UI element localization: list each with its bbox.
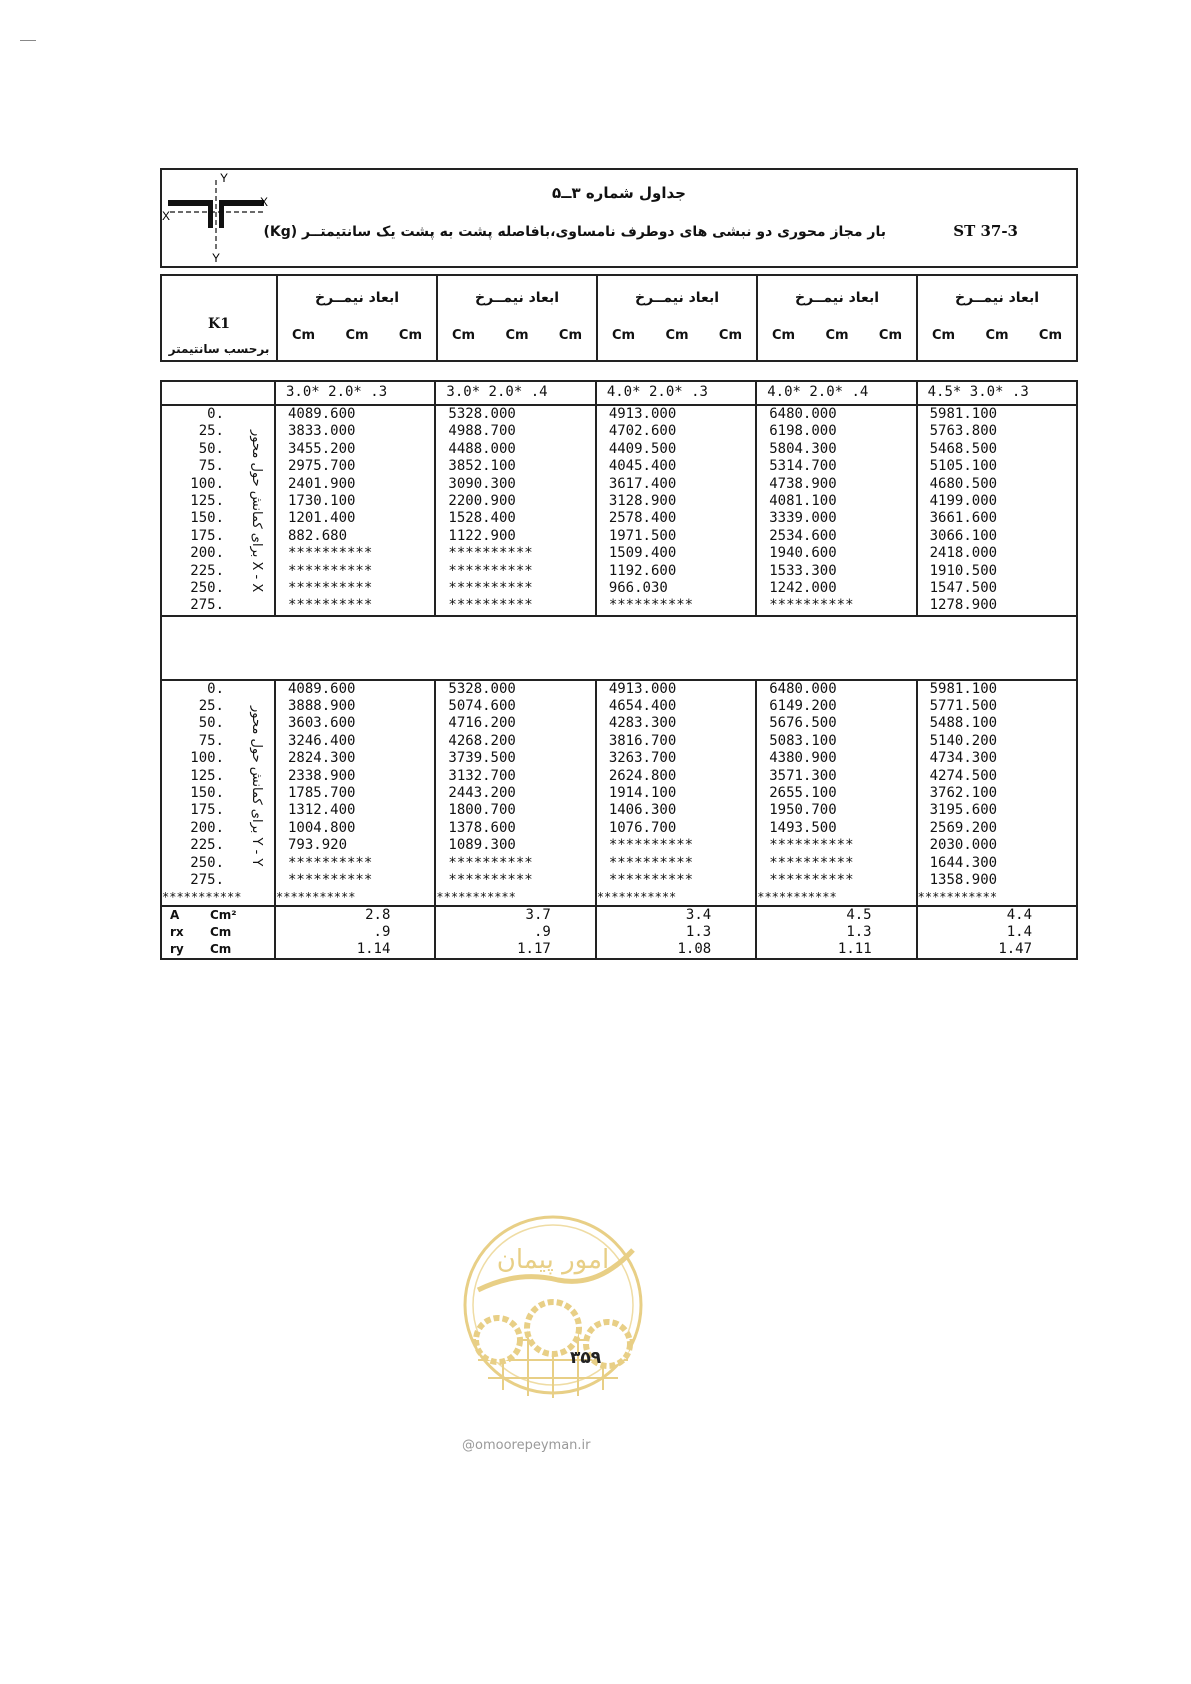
- unit-label: Cm: [452, 328, 476, 343]
- load-cell: 6480.000: [757, 406, 917, 423]
- property-value: 1.17: [436, 941, 596, 958]
- load-cell: 3833.000: [276, 423, 436, 440]
- load-cell: 1278.900: [929, 597, 998, 614]
- load-cell: 3066.100: [929, 527, 998, 544]
- x-axis-label: برای کمانش حول محور X - X: [249, 429, 264, 593]
- table-row: [162, 785, 1076, 802]
- load-cell: 1192.600: [597, 563, 757, 580]
- load-cell: 4738.900: [757, 476, 917, 493]
- load-cell: 4702.600: [597, 423, 757, 440]
- table-row: [162, 855, 1076, 872]
- table-row: [162, 681, 1076, 698]
- load-cell: 1493.500: [757, 820, 917, 837]
- load-cell: 3816.700: [597, 733, 757, 750]
- unit-label: Cm: [878, 328, 902, 343]
- load-cell: 4654.400: [597, 698, 757, 715]
- property-value: 4.5: [757, 907, 917, 924]
- length-cell: 275.: [190, 597, 224, 614]
- property-value: 1.3: [597, 924, 757, 941]
- dimension-title: ابعاد نیمــرخ: [315, 290, 399, 306]
- load-cell: 1785.700: [276, 785, 436, 802]
- load-cell: 5083.100: [757, 733, 917, 750]
- property-row: [162, 924, 1076, 941]
- unit-label: Cm: [505, 328, 529, 343]
- load-cell: **********: [597, 872, 757, 889]
- length-cell: 250.: [190, 854, 224, 871]
- length-cell: 175.: [190, 527, 224, 544]
- load-cell: 793.920: [276, 837, 436, 854]
- load-cell: 1914.100: [597, 785, 757, 802]
- table-row: [162, 580, 1076, 597]
- load-cell: 1730.100: [276, 493, 436, 510]
- property-value: 4.4: [1006, 907, 1033, 924]
- load-cell: **********: [436, 563, 596, 580]
- load-cell: 2578.400: [597, 510, 757, 527]
- load-cell: 3571.300: [757, 768, 917, 785]
- dimension-header-cell: [278, 276, 438, 360]
- load-cell: 1122.900: [436, 528, 596, 545]
- table-row: [162, 441, 1076, 458]
- load-cell: 5981.100: [929, 406, 998, 422]
- load-cell: **********: [276, 580, 436, 597]
- length-cell: 50.: [198, 715, 224, 732]
- load-cell: 5468.500: [929, 440, 998, 457]
- load-cell: 2655.100: [757, 785, 917, 802]
- load-cell: 6480.000: [757, 681, 917, 698]
- y-axis-label: برای کمانش حول محور Y - Y: [249, 705, 264, 866]
- property-value: 1.3: [757, 924, 917, 941]
- property-unit: Cm: [210, 925, 232, 940]
- properties-block: [162, 907, 1076, 958]
- steel-grade: ST 37-3: [953, 222, 1018, 240]
- load-cell: **********: [436, 597, 596, 614]
- dimension-cell: 4.0* 2.0* .4: [757, 382, 917, 404]
- load-cell: 2401.900: [276, 476, 436, 493]
- unit-label: Cm: [825, 328, 849, 343]
- load-cell: 2624.800: [597, 768, 757, 785]
- section-gap: [162, 615, 1076, 681]
- dimension-header-cell: [438, 276, 598, 360]
- load-cell: 1533.300: [757, 563, 917, 580]
- load-cell: **********: [597, 597, 757, 614]
- dimension-header-cell: [918, 276, 1076, 360]
- load-cell: 1406.300: [597, 802, 757, 819]
- load-cell: 3603.600: [276, 715, 436, 732]
- length-cell: 25.: [198, 423, 224, 440]
- length-cell: 75.: [198, 458, 224, 475]
- length-cell: 100.: [190, 475, 224, 492]
- load-cell: **********: [276, 855, 436, 872]
- load-cell: 3661.600: [929, 510, 998, 527]
- load-cell: **********: [757, 597, 917, 614]
- load-cell: 4081.100: [757, 493, 917, 510]
- property-unit: Cm: [210, 942, 232, 957]
- table-row: [162, 733, 1076, 750]
- k1-unit: برحسب سانتیمتر: [168, 342, 270, 356]
- unit-label: Cm: [772, 328, 796, 343]
- load-cell: 4488.000: [436, 441, 596, 458]
- load-cell: 1644.300: [929, 854, 998, 871]
- length-cell: 50.: [198, 440, 224, 457]
- property-value: 1.08: [597, 941, 757, 958]
- length-cell: 175.: [190, 802, 224, 819]
- length-cell: 25.: [198, 698, 224, 715]
- load-cell: 5314.700: [757, 458, 917, 475]
- load-cell: 6149.200: [757, 698, 917, 715]
- load-cell: 2824.300: [276, 750, 436, 767]
- load-cell: 5981.100: [929, 680, 998, 697]
- dimension-cell: 4.5* 3.0* .3: [927, 384, 1029, 400]
- load-cell: 1201.400: [276, 510, 436, 527]
- corner-mark: [20, 40, 36, 41]
- property-row: [162, 941, 1076, 958]
- load-cell: 1004.800: [276, 820, 436, 837]
- length-cell: 200.: [190, 819, 224, 836]
- load-cell: **********: [276, 563, 436, 580]
- load-cell: 4716.200: [436, 715, 596, 732]
- table-row: [162, 545, 1076, 562]
- load-cell: 3455.200: [276, 441, 436, 458]
- dimension-title: ابعاد نیمــرخ: [795, 290, 879, 306]
- load-cell: 5771.500: [929, 698, 998, 715]
- load-cell: 1971.500: [597, 528, 757, 545]
- property-value: 1.11: [757, 941, 917, 958]
- load-cell: **********: [276, 597, 436, 614]
- load-cell: 1910.500: [929, 562, 998, 579]
- table-description: بار مجاز محوری دو نبشی های دوطرف نامساوی،بافاصله پشت به پشت یک سانتیمتــر (Kg): [263, 224, 886, 240]
- load-cell: 4734.300: [929, 750, 998, 767]
- load-table: [160, 380, 1078, 960]
- length-cell: 125.: [190, 492, 224, 509]
- load-cell: 5676.500: [757, 715, 917, 732]
- property-value: 1.14: [276, 941, 436, 958]
- load-cell: 1547.500: [929, 579, 998, 596]
- unit-label: Cm: [558, 328, 582, 343]
- unit-label: Cm: [718, 328, 742, 343]
- table-row: [162, 597, 1076, 614]
- dimension-cell: 3.0* 2.0* .4: [436, 382, 596, 404]
- table-row: [162, 423, 1076, 440]
- load-cell: 5328.000: [436, 406, 596, 423]
- table-header-box: [160, 168, 1078, 268]
- load-cell: 1940.600: [757, 545, 917, 562]
- dimension-row: [162, 382, 1076, 406]
- k1-label: K1: [208, 316, 230, 332]
- length-cell: 0.: [207, 406, 224, 422]
- load-cell: 2338.900: [276, 768, 436, 785]
- dimension-title: ابعاد نیمــرخ: [475, 290, 559, 306]
- table-row: [162, 406, 1076, 423]
- property-symbol: rx: [170, 925, 184, 940]
- load-cell: 1509.400: [597, 545, 757, 562]
- length-cell: 100.: [190, 750, 224, 767]
- load-cell: **********: [436, 545, 596, 562]
- dimension-header-cell: [758, 276, 918, 360]
- dimension-title: ابعاد نیمــرخ: [955, 290, 1039, 306]
- load-cell: 5074.600: [436, 698, 596, 715]
- load-cell: 2534.600: [757, 528, 917, 545]
- load-cell: 4045.400: [597, 458, 757, 475]
- property-value: 2.8: [276, 907, 436, 924]
- property-unit: Cm²: [210, 908, 237, 923]
- unit-label: Cm: [665, 328, 689, 343]
- length-cell: 225.: [190, 837, 224, 854]
- load-cell: **********: [757, 837, 917, 854]
- load-cell: **********: [597, 855, 757, 872]
- load-cell: 3246.400: [276, 733, 436, 750]
- unit-label: Cm: [1038, 328, 1062, 343]
- load-cell: 4199.000: [929, 492, 998, 509]
- load-cell: 5105.100: [929, 458, 998, 475]
- column-header-row: [160, 274, 1078, 362]
- load-cell: 1950.700: [757, 802, 917, 819]
- load-cell: 2975.700: [276, 458, 436, 475]
- property-value: 1.47: [998, 941, 1033, 958]
- page-number: ۳۵۹: [570, 1348, 602, 1368]
- load-cell: **********: [436, 855, 596, 872]
- load-cell: **********: [276, 872, 436, 889]
- y-bottom-label: Y: [212, 251, 221, 265]
- load-cell: 1242.000: [757, 580, 917, 597]
- table-row: [162, 768, 1076, 785]
- load-cell: **********: [436, 872, 596, 889]
- table-row: [162, 750, 1076, 767]
- load-cell: 4988.700: [436, 423, 596, 440]
- dimension-header-cell: [598, 276, 758, 360]
- unit-label: Cm: [985, 328, 1009, 343]
- table-row: [162, 802, 1076, 819]
- length-cell: 125.: [190, 767, 224, 784]
- load-cell: 3762.100: [929, 785, 998, 802]
- load-cell: 4680.500: [929, 475, 998, 492]
- property-value: 3.4: [597, 907, 757, 924]
- load-cell: 3128.900: [597, 493, 757, 510]
- dimension-cell: 4.0* 2.0* .3: [597, 382, 757, 404]
- length-cell: 275.: [190, 871, 224, 888]
- star-separator: *********** *********** *********** *********** *********** ***********: [162, 889, 1076, 907]
- dimension-title: ابعاد نیمــرخ: [635, 290, 719, 306]
- length-cell: 0.: [207, 680, 224, 697]
- unit-label: Cm: [292, 328, 316, 343]
- table-row: [162, 698, 1076, 715]
- load-cell: 3090.300: [436, 476, 596, 493]
- length-cell: 200.: [190, 545, 224, 562]
- load-cell: 4913.000: [597, 681, 757, 698]
- load-cell: 5140.200: [929, 732, 998, 749]
- length-cell: 225.: [190, 562, 224, 579]
- unit-label: Cm: [345, 328, 369, 343]
- load-cell: 3339.000: [757, 510, 917, 527]
- table-row: [162, 715, 1076, 732]
- website-watermark: @omoorepeyman.ir: [462, 1438, 591, 1453]
- load-cell: 2200.900: [436, 493, 596, 510]
- table-title: جداول شماره ۳ــ۵: [552, 184, 686, 202]
- load-cell: 1089.300: [436, 837, 596, 854]
- load-cell: 3617.400: [597, 476, 757, 493]
- table-row: [162, 820, 1076, 837]
- load-cell: **********: [276, 545, 436, 562]
- table-row: [162, 493, 1076, 510]
- unit-label: Cm: [612, 328, 636, 343]
- table-row: [162, 458, 1076, 475]
- property-row: [162, 907, 1076, 924]
- load-cell: 4268.200: [436, 733, 596, 750]
- omoor-peyman-stamp-icon: [458, 1210, 648, 1410]
- load-cell: 6198.000: [757, 423, 917, 440]
- load-cell: **********: [757, 855, 917, 872]
- load-cell: 3132.700: [436, 768, 596, 785]
- property-symbol: ry: [170, 942, 184, 957]
- load-cell: 3195.600: [929, 802, 998, 819]
- load-cell: 4274.500: [929, 767, 998, 784]
- load-cell: 2030.000: [929, 837, 998, 854]
- property-value: .9: [276, 924, 436, 941]
- load-cell: 1076.700: [597, 820, 757, 837]
- load-cell: 1312.400: [276, 802, 436, 819]
- load-cell: 5804.300: [757, 441, 917, 458]
- load-cell: 3888.900: [276, 698, 436, 715]
- table-row: [162, 563, 1076, 580]
- y-axis-block: [162, 681, 1076, 890]
- load-cell: 5763.800: [929, 423, 998, 440]
- load-cell: 5488.100: [929, 715, 998, 732]
- x-left-label: X: [162, 209, 171, 223]
- k1-header-cell: [162, 276, 278, 360]
- load-cell: 3739.500: [436, 750, 596, 767]
- load-cell: 1528.400: [436, 510, 596, 527]
- property-value: .9: [436, 924, 596, 941]
- x-axis-block: [162, 406, 1076, 615]
- property-value: 1.4: [1006, 924, 1033, 941]
- unit-label: Cm: [398, 328, 422, 343]
- length-cell: 150.: [190, 510, 224, 527]
- load-cell: 1358.900: [929, 871, 998, 888]
- load-cell: 1378.600: [436, 820, 596, 837]
- load-cell: 2418.000: [929, 545, 998, 562]
- length-cell: 250.: [190, 579, 224, 596]
- dimension-cell: 3.0* 2.0* .3: [276, 382, 436, 404]
- length-cell: 75.: [198, 732, 224, 749]
- load-cell: 3263.700: [597, 750, 757, 767]
- load-cell: 4089.600: [276, 681, 436, 698]
- table-row: [162, 476, 1076, 493]
- table-row: [162, 528, 1076, 545]
- property-symbol: A: [170, 908, 180, 923]
- load-cell: 882.680: [276, 528, 436, 545]
- stamp-text: امور پیمان: [496, 1245, 610, 1275]
- table-row: [162, 872, 1076, 889]
- load-cell: 2443.200: [436, 785, 596, 802]
- load-cell: 3852.100: [436, 458, 596, 475]
- load-cell: 4380.900: [757, 750, 917, 767]
- table-row: [162, 837, 1076, 854]
- load-cell: **********: [597, 837, 757, 854]
- load-cell: **********: [757, 872, 917, 889]
- load-cell: 966.030: [597, 580, 757, 597]
- y-top-label: Y: [220, 171, 229, 185]
- load-cell: 5328.000: [436, 681, 596, 698]
- property-value: 3.7: [436, 907, 596, 924]
- x-right-label: X: [260, 195, 269, 209]
- load-cell: 4089.600: [276, 406, 436, 423]
- length-cell: 150.: [190, 785, 224, 802]
- unit-label: Cm: [932, 328, 956, 343]
- load-cell: 4913.000: [597, 406, 757, 423]
- load-cell: **********: [436, 580, 596, 597]
- load-cell: 4409.500: [597, 441, 757, 458]
- table-row: [162, 510, 1076, 527]
- load-cell: 1800.700: [436, 802, 596, 819]
- document-page: [160, 168, 1080, 960]
- load-cell: 2569.200: [929, 819, 998, 836]
- load-cell: 4283.300: [597, 715, 757, 732]
